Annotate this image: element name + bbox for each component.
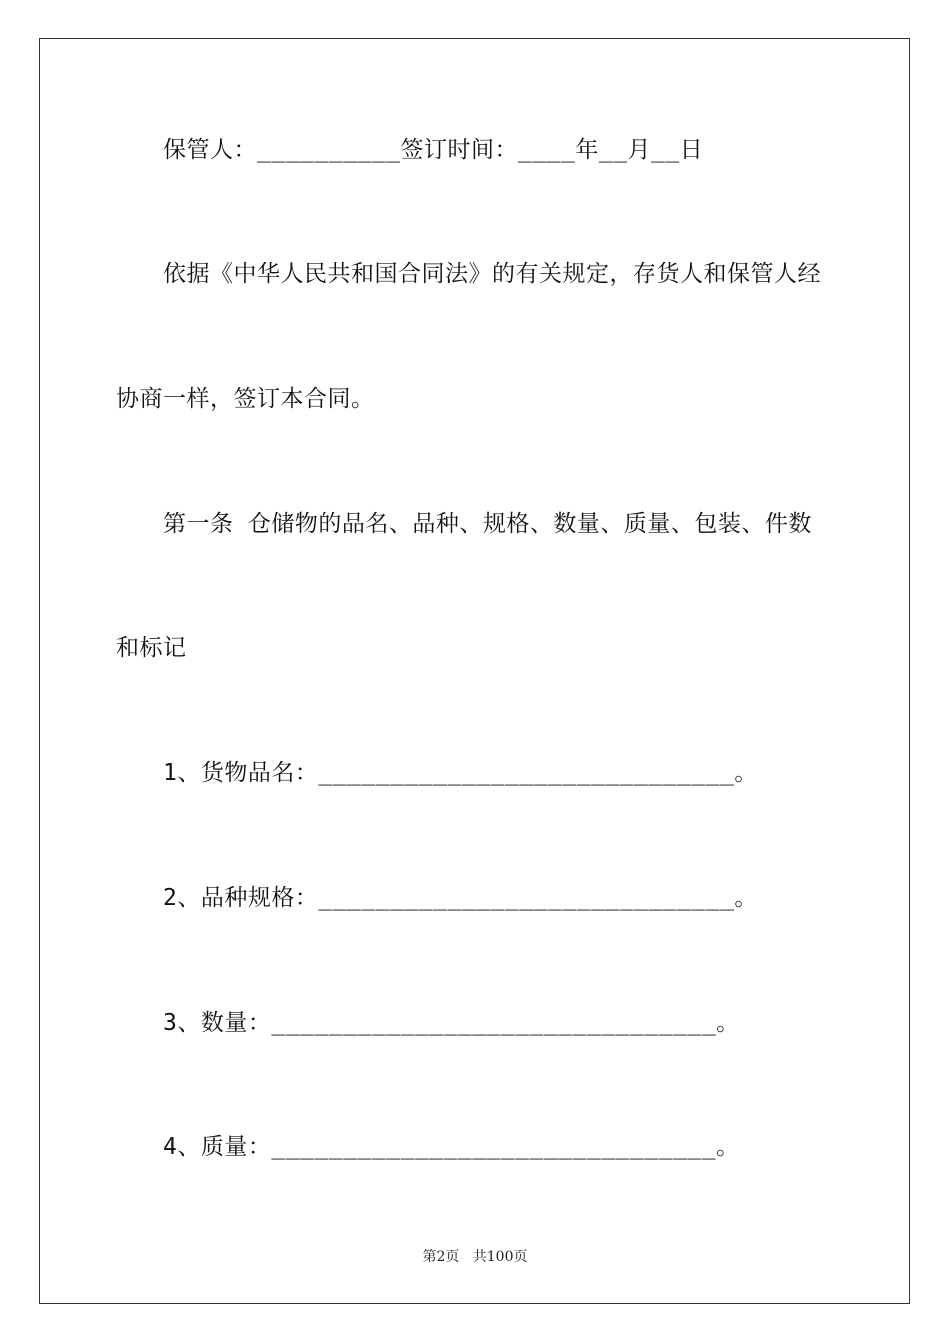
article-one-heading-continuation: 和标记 xyxy=(116,635,187,661)
item-quality: 4、质量：_______________________________。 xyxy=(163,1134,740,1160)
custodian-signing-line: 保管人：__________签订时间：____年__月__日 xyxy=(163,137,704,163)
contract-basis-continuation: 协商一样，签订本合同。 xyxy=(116,386,375,412)
article-one-heading: 第一条 仓储物的品名、品种、规格、数量、质量、包装、件数 xyxy=(163,511,812,537)
page-border xyxy=(39,38,910,1304)
item-quantity: 3、数量：_______________________________。 xyxy=(163,1010,740,1036)
item-goods-name: 1、货物品名：_____________________________。 xyxy=(163,760,758,786)
page-number-footer: 第2页 共100页 xyxy=(422,1249,528,1265)
item-variety-spec: 2、品种规格：_____________________________。 xyxy=(163,885,758,911)
contract-basis-paragraph: 依据《中华人民共和国合同法》的有关规定，存货人和保管人经 xyxy=(163,261,821,287)
